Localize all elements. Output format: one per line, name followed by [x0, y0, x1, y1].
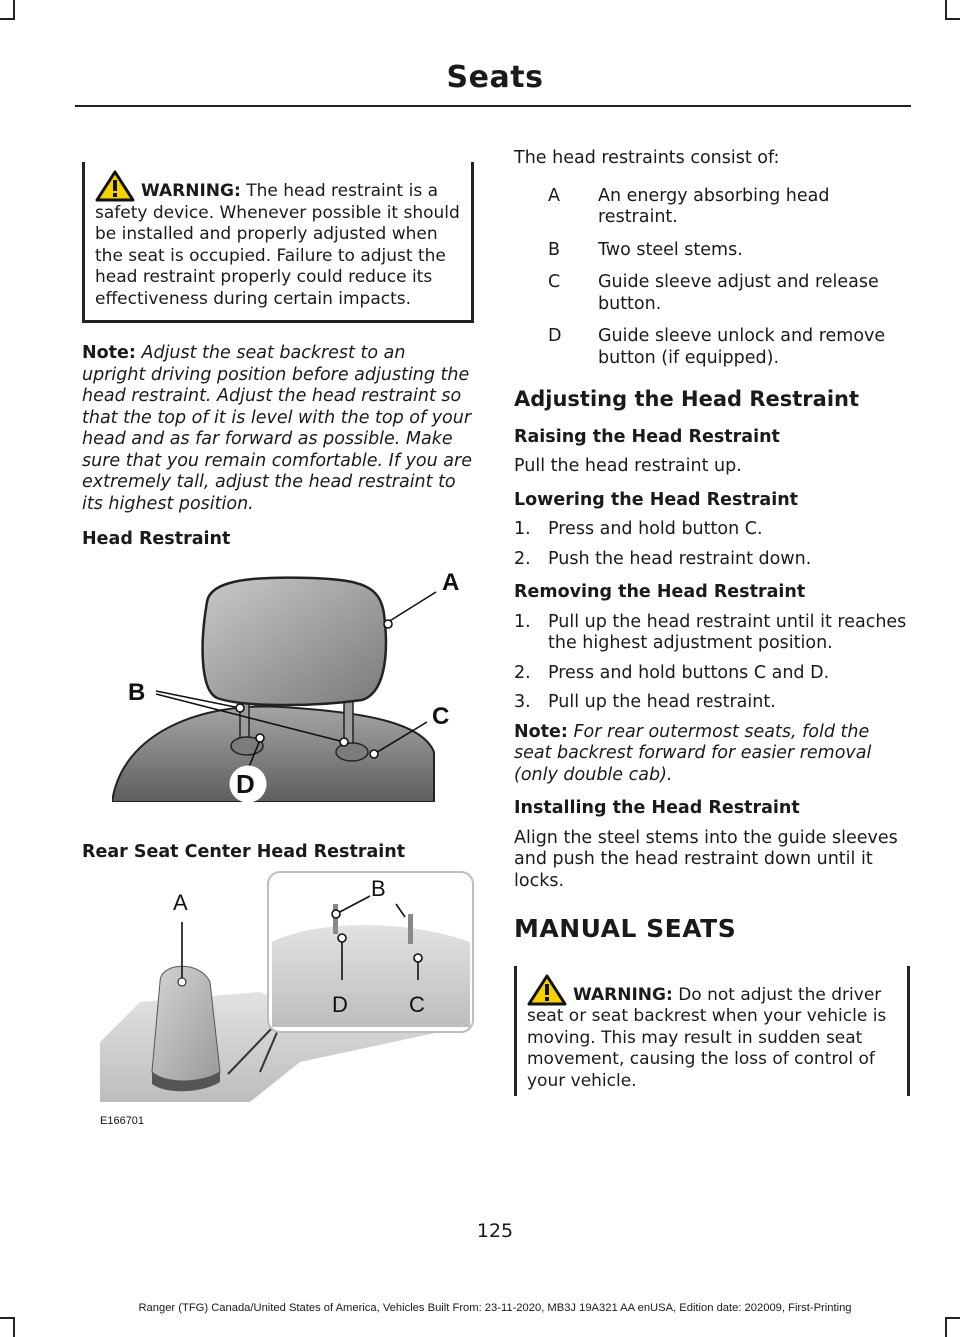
crop-mark	[0, 18, 15, 20]
subsection-heading: Removing the Head Restraint	[514, 582, 806, 602]
callout-d: D	[236, 769, 255, 799]
rear-head-restraint-illustration	[100, 862, 480, 1132]
warning-box	[82, 162, 474, 323]
crop-mark	[945, 1319, 947, 1337]
parts-list	[514, 186, 910, 370]
body-text: Pull the head restraint up.	[514, 456, 742, 476]
crop-mark	[13, 1319, 15, 1337]
right-column	[514, 148, 910, 1116]
warning-triangle-icon	[95, 170, 135, 202]
note-label: Note:	[82, 343, 136, 363]
list-item: D Guide sleeve unlock and remove button (if equipped).	[548, 326, 886, 368]
subsection-heading: Lowering the Head Restraint	[514, 489, 799, 510]
body-text: Align the steel stems into the guide sleeves and push the head restraint down until it locks.	[514, 827, 898, 891]
footer-info: Ranger (TFG) Canada/United States of America, Vehicles Built From: 23-11-2020, MB3J 19A321 AA enUSA, Edition date: 202009, First-Printing	[138, 1302, 852, 1314]
head-restraint-illustration	[112, 562, 472, 802]
note-text: For rear outermost seats, fold the seat backrest forward for easier removal (only double cab).	[514, 721, 872, 785]
callout-c: C	[409, 992, 425, 1017]
crop-mark	[945, 1317, 960, 1319]
note-label: Note:	[514, 721, 568, 742]
header-rule	[75, 105, 911, 107]
warning-text: The head restraint is a safety device. Whenever possible it should be installed and properly adjusted when the seat is occupied. Failure to adjust the head restraint properly could reduce its effectiveness during certain impacts.	[95, 181, 460, 309]
step-item: 1. Press and hold button C.	[514, 519, 763, 539]
note-text: Adjust the seat backrest to an upright driving position before adjusting the head restraint. Adjust the head restraint so that the top of it is level with the top of your head and as far forward as possible. Make sure that you remain comfortable. If you are extremely tall, adjust the head restraint to its highest position.	[82, 343, 472, 514]
crop-mark	[945, 0, 947, 18]
step-item: 3. Pull up the head restraint.	[514, 692, 776, 712]
warning-text: Do not adjust the driver seat or seat backrest when your vehicle is moving. This may result in sudden seat movement, causing the loss of control of your vehicle.	[527, 984, 887, 1091]
warning-label: WARNING:	[573, 984, 673, 1005]
list-item: C Guide sleeve adjust and release button.	[548, 272, 879, 314]
section-heading: MANUAL SEATS	[514, 914, 737, 943]
subsection-heading: Installing the Head Restraint	[514, 798, 800, 818]
subsection-heading: Raising the Head Restraint	[514, 426, 780, 447]
callout-b: B	[371, 876, 386, 901]
list-item: A An energy absorbing head restraint.	[548, 185, 830, 227]
step-item: 2. Press and hold buttons C and D.	[514, 662, 830, 683]
warning-label: WARNING:	[141, 181, 241, 201]
left-column	[82, 162, 474, 559]
crop-mark	[13, 0, 15, 18]
step-item: 2. Push the head restraint down.	[514, 548, 812, 569]
callout-d: D	[332, 992, 348, 1017]
crop-mark	[945, 18, 960, 20]
crop-mark	[0, 1317, 15, 1319]
step-item: 1. Pull up the head restraint until it reaches the highest adjustment position.	[514, 611, 907, 653]
note-paragraph	[82, 343, 474, 515]
section-heading: Adjusting the Head Restraint	[514, 387, 860, 411]
page-number: 125	[476, 1220, 514, 1242]
figure-code: E166701	[100, 1115, 145, 1127]
figure-heading: Head Restraint	[82, 529, 231, 549]
callout-a: A	[442, 569, 460, 596]
callout-c: C	[432, 703, 450, 730]
intro-text: The head restraints consist of:	[514, 148, 780, 168]
list-item: B Two steel stems.	[548, 239, 743, 260]
callout-b: B	[128, 679, 146, 706]
page-title: Seats	[446, 60, 544, 95]
warning-triangle-icon	[527, 974, 567, 1006]
figure-heading: Rear Seat Center Head Restraint	[82, 842, 406, 862]
warning-box	[514, 966, 910, 1097]
note-paragraph	[514, 722, 910, 787]
callout-a: A	[173, 890, 188, 915]
